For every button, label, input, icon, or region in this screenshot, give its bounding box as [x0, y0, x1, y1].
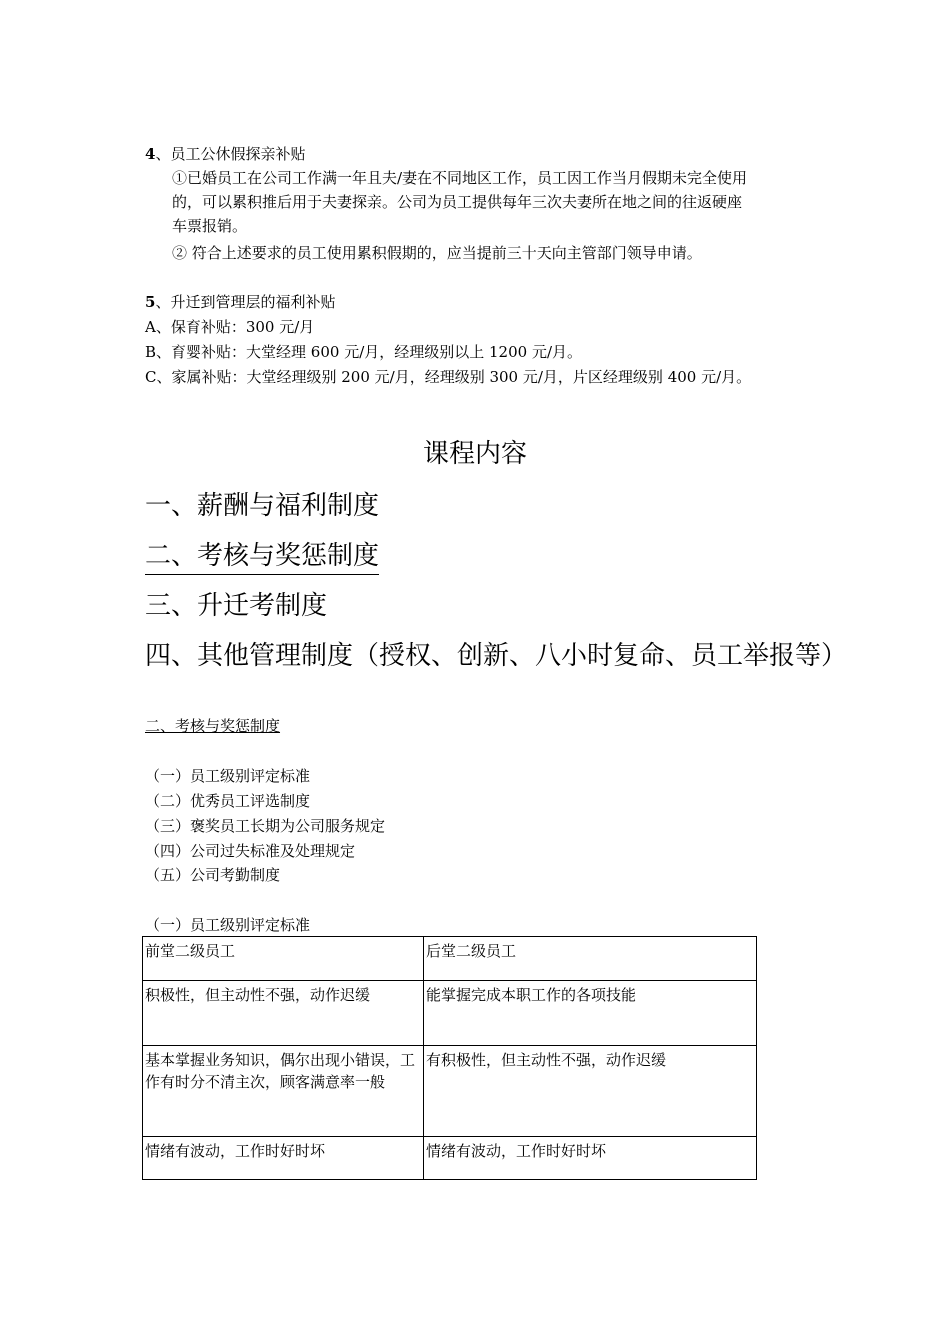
section4-p1-line3: 车票报销。 — [172, 217, 248, 235]
table-cell: 情绪有波动，工作时好时坏 — [424, 1137, 757, 1180]
section4-p2: ② 符合上述要求的员工使用累积假期的，应当提前三十天向主管部门领导申请。 — [172, 244, 702, 262]
section5-number: 5 — [145, 293, 156, 311]
table-cell: 情绪有波动，工作时好时坏 — [143, 1137, 424, 1180]
section5-item-b: B、育婴补贴：大堂经理 600 元/月，经理级别以上 1200 元/月。 — [145, 343, 583, 361]
course-heading: 课程内容 — [422, 439, 527, 469]
table-caption: （一）员工级别评定标准 — [145, 916, 311, 934]
section4-p1-line2: 的，可以累积推后用于夫妻探亲。公司为员工提供每年三次夫妻所在地之间的往返硬座 — [172, 193, 743, 211]
subsection-item-3: （三）褒奖员工长期为公司服务规定 — [145, 817, 386, 835]
section5-item-a: A、保育补贴：300 元/月 — [145, 318, 315, 336]
subsection-item-4: （四）公司过失标准及处理规定 — [145, 842, 356, 860]
section4-number: 4 — [145, 145, 156, 163]
table-cell: 有积极性，但主动性不强，动作迟缓 — [424, 1046, 757, 1137]
table-row — [143, 981, 757, 1046]
table-row — [143, 1046, 757, 1137]
section5-heading — [145, 290, 335, 314]
course-item-3: 三、升迁考制度 — [145, 591, 328, 621]
table-cell: 积极性，但主动性不强，动作迟缓 — [143, 981, 424, 1046]
table-header-row — [143, 937, 757, 981]
table-row — [143, 1137, 757, 1180]
section5-item-c: C、家属补贴：大堂经理级别 200 元/月，经理级别 300 元/月，片区经理级别 400 元/月。 — [145, 368, 752, 386]
employee-grade-table — [142, 936, 757, 1180]
table-header-cell: 前堂二级员工 — [143, 937, 424, 981]
course-item-1: 一、薪酬与福利制度 — [145, 491, 380, 521]
table-header-cell: 后堂二级员工 — [424, 937, 757, 981]
table-cell: 能掌握完成本职工作的各项技能 — [424, 981, 757, 1046]
section5-title: 、升迁到管理层的福利补贴 — [155, 293, 336, 311]
course-item-2-link[interactable]: 二、考核与奖惩制度 — [145, 540, 379, 575]
section4-title: 、员工公休假探亲补贴 — [155, 145, 306, 163]
subsection-item-2: （二）优秀员工评选制度 — [145, 792, 311, 810]
subsection-item-1: （一）员工级别评定标准 — [145, 767, 311, 785]
section4-heading — [145, 142, 305, 166]
table-cell: 基本掌握业务知识，偶尔出现小错误，工作有时分不清主次，顾客满意率一般 — [143, 1046, 424, 1137]
course-item-4: 四、其他管理制度（授权、创新、八小时复命、员工举报等） — [145, 641, 848, 671]
section4-p1-line1: ①已婚员工在公司工作满一年且夫/妻在不同地区工作，员工因工作当月假期未完全使用 — [172, 169, 748, 187]
subsection-item-5: （五）公司考勤制度 — [145, 866, 281, 884]
subsection-title: 二、考核与奖惩制度 — [145, 717, 281, 735]
